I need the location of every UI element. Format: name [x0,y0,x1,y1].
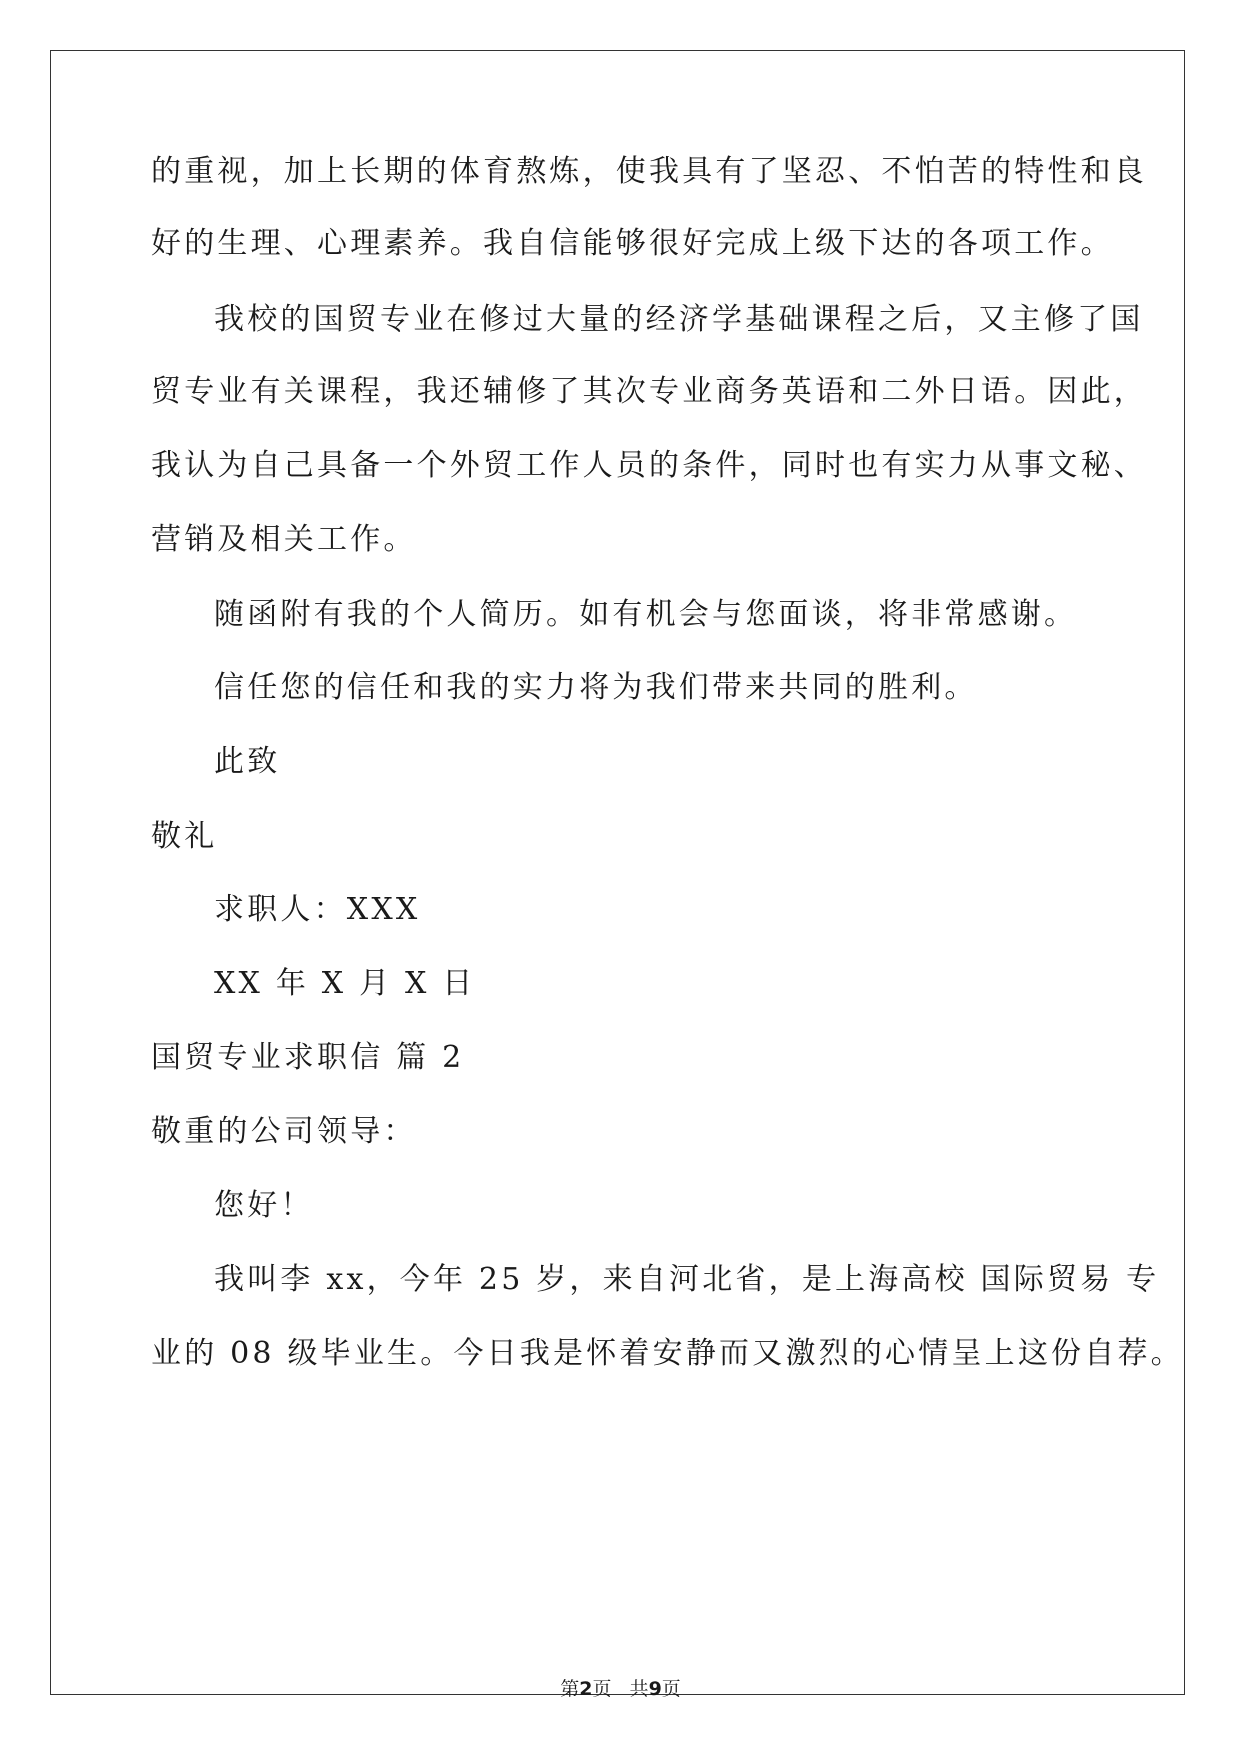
footer-total-pages: 9 [648,1678,662,1700]
footer-prefix: 第 [560,1678,580,1700]
signature-applicant: 求职人：XXX [214,892,421,927]
page-footer [0,1677,1241,1701]
body-line-9: 我叫李 xx，今年 25 岁，来自河北省，是上海高校 国际贸易 专 [214,1262,1160,1297]
letter-recipient: 敬重的公司领导： [151,1114,417,1149]
signature-date: XX 年 X 月 X 日 [214,966,476,1001]
section-heading: 国贸专业求职信 篇 2 [151,1040,465,1075]
body-line-2: 好的生理、心理素养。我自信能够很好完成上级下达的各项工作。 [151,226,1114,261]
closing-regards: 敬礼 [151,819,218,854]
body-line-5: 我认为自己具备一个外贸工作人员的条件，同时也有实力从事文秘、 [151,448,1147,483]
footer-middle: 页 共 [592,1678,649,1700]
letter-greeting: 您好！ [214,1188,314,1223]
body-line-1: 的重视，加上长期的体育熬炼，使我具有了坚忍、不怕苦的特性和良 [151,154,1147,189]
body-line-8: 信任您的信任和我的实力将为我们带来共同的胜利。 [214,670,978,705]
closing-salutation: 此致 [214,744,281,779]
footer-suffix: 页 [661,1678,681,1700]
body-line-6: 营销及相关工作。 [151,522,417,557]
body-line-7: 随函附有我的个人简历。如有机会与您面谈，将非常感谢。 [214,597,1078,632]
body-line-4: 贸专业有关课程，我还辅修了其次专业商务英语和二外日语。因此， [151,374,1147,409]
body-line-10: 业的 08 级毕业生。今日我是怀着安静而又激烈的心情呈上这份自荐。 [151,1336,1184,1371]
body-line-3: 我校的国贸专业在修过大量的经济学基础课程之后，又主修了国 [214,302,1144,337]
footer-page-number: 2 [579,1678,593,1700]
page-border [50,50,1185,1695]
